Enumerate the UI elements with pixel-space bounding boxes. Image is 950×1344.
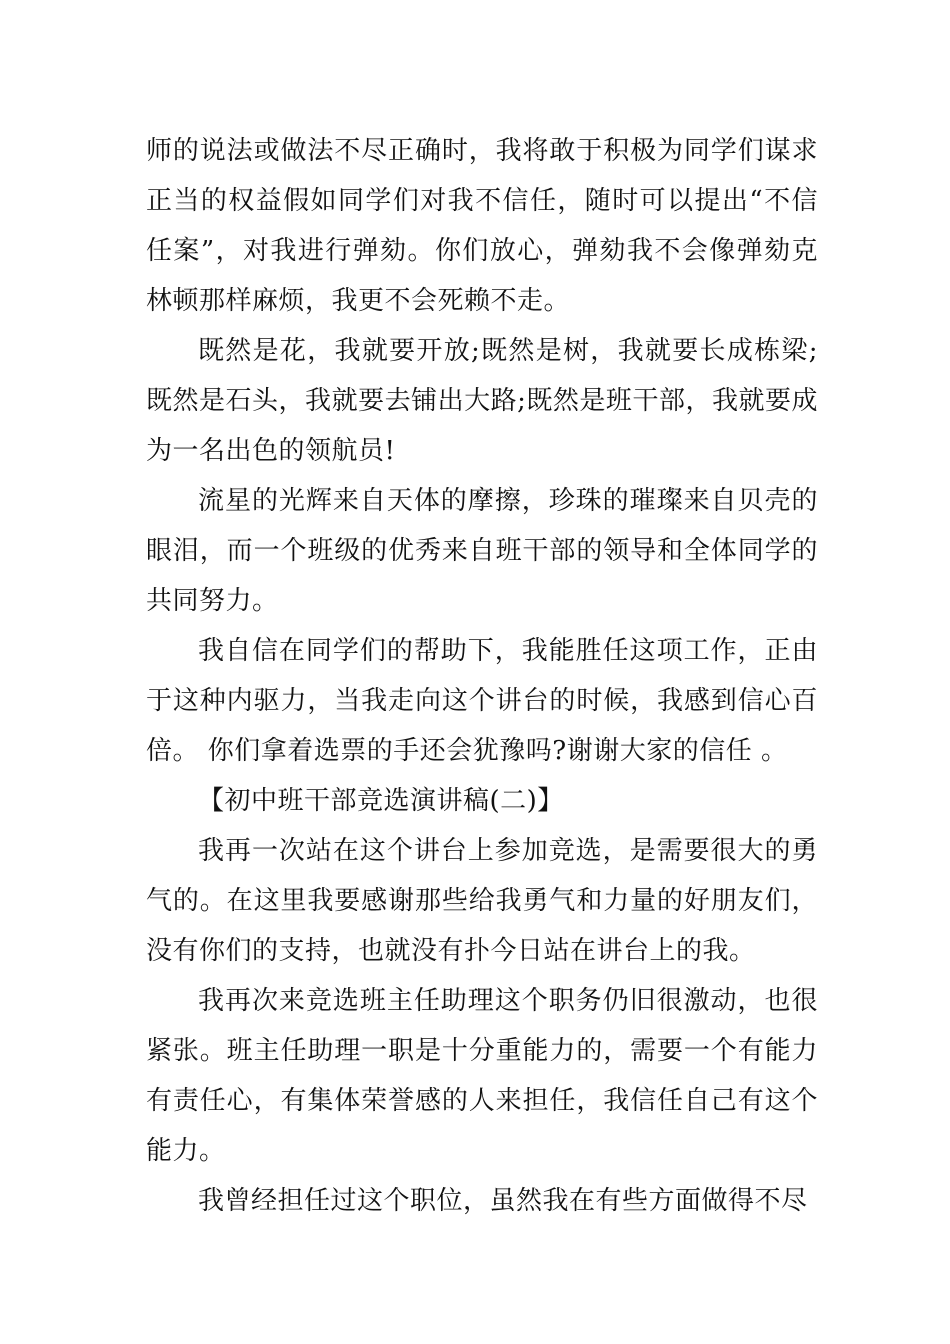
paragraph-3: 流星的光辉来自天体的摩擦，珍珠的璀璨来自贝壳的眼泪，而一个班级的优秀来自班干部的领导和全体同学的共同努力。: [146, 486, 818, 616]
paragraph-2: 既然是花，我就要开放;既然是树，我就要长成栋梁;既然是石头，我就要去铺出大路;既然是班干部，我就要成为一名出色的领航员!: [146, 336, 818, 466]
paragraph-5: 我再一次站在这个讲台上参加竞选，是需要很大的勇气的。在这里我要感谢那些给我勇气和力量的好朋友们，没有你们的支持，也就没有扑今日站在讲台上的我。: [146, 836, 818, 966]
paragraph-7: 我曾经担任过这个职位，虽然我在有些方面做得不尽: [198, 1186, 808, 1216]
document-body: [146, 126, 818, 1226]
section-heading: 【初中班干部竞选演讲稿(二)】: [198, 786, 564, 816]
paragraph-4: 我自信在同学们的帮助下，我能胜任这项工作，正由于这种内驱力，当我走向这个讲台的时候，我感到信心百倍。 你们拿着选票的手还会犹豫吗?谢谢大家的信任 。: [146, 636, 818, 766]
paragraph-1: 师的说法或做法不尽正确时，我将敢于积极为同学们谋求正当的权益假如同学们对我不信任，随时可以提出“不信任案”，对我进行弹劾。你们放心，弹劾我不会像弹劾克林顿那样麻烦，我更不会死赖不走。: [146, 136, 818, 316]
paragraph-6: 我再次来竞选班主任助理这个职务仍旧很激动，也很紧张。班主任助理一职是十分重能力的，需要一个有能力有责任心，有集体荣誉感的人来担任，我信任自己有这个能力。: [146, 986, 818, 1166]
